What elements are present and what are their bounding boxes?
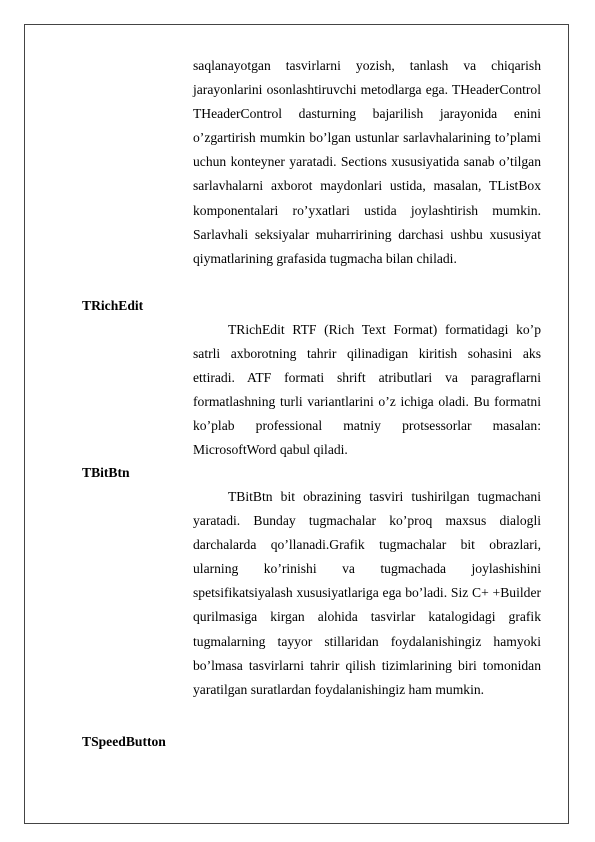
intro-paragraph: saqlanayotgan tasvirlarni yozish, tanlash va chiqarish jarayonlarini osonlashtiruvchi metodlarga ega. THeaderControl THeaderControl dasturning bajarilish jarayonida enini o’zgartirish mumkin bo’lgan ustunlar sarlavhalarining to’plami uchun konteyner yaratadi. Sections xususiyatida sanab o’tilgan sarlavhalarni axborot maydonlari ustida, masalan, TListBox komponentalari ro’yxatlari ustida joylashtirish mumkin. Sarlavhali seksiyalar muharririning darchasi ushbu xususiyat qiymatlarining grafasida tugmacha bilan chiladi.	[193, 58, 541, 266]
trichedit-paragraph: TRichEdit RTF (Rich Text Format) formatidagi ko’p satrli axborotning tahrir qilinadigan kiritish sohasini aks ettiradi. ATF formati shrift atributlari va paragraflarni formatlashning turli variantlarini o’z ichiga oladi. Bu formatni ko’plab professional matniy protsessorlar masalan: MicrosoftWord qabul qiladi.	[193, 322, 541, 458]
section-heading-trichedit: TRichEdit	[82, 298, 144, 313]
tbitbtn-paragraph: TBitBtn bit obrazining tasviri tushirilgan tugmachani yaratadi. Bunday tugmachalar ko’proq maxsus dialogli darchalarda qo’llanadi.Grafik tugmachalar bit obrazlari, ularning ko’rinishi va tugmachada joylashishini spetsifikatsiyalash xususiyatlariga ega bo’ladi. Siz C+ +Builder qurilmasiga kirgan alohida tasvirlar katalogidagi grafik tugmalarning tayyor stillaridan foydalanishingiz hamyoki bo’lmasa tasvirlarni tahrir qilish tizimlarining biri tomonidan yaratilgan suratlardan foydalanishingiz ham mumkin.	[193, 489, 541, 697]
section-heading-tbitbtn: TBitBtn	[82, 465, 130, 480]
section-heading-tspeedbutton: TSpeedButton	[82, 734, 166, 749]
